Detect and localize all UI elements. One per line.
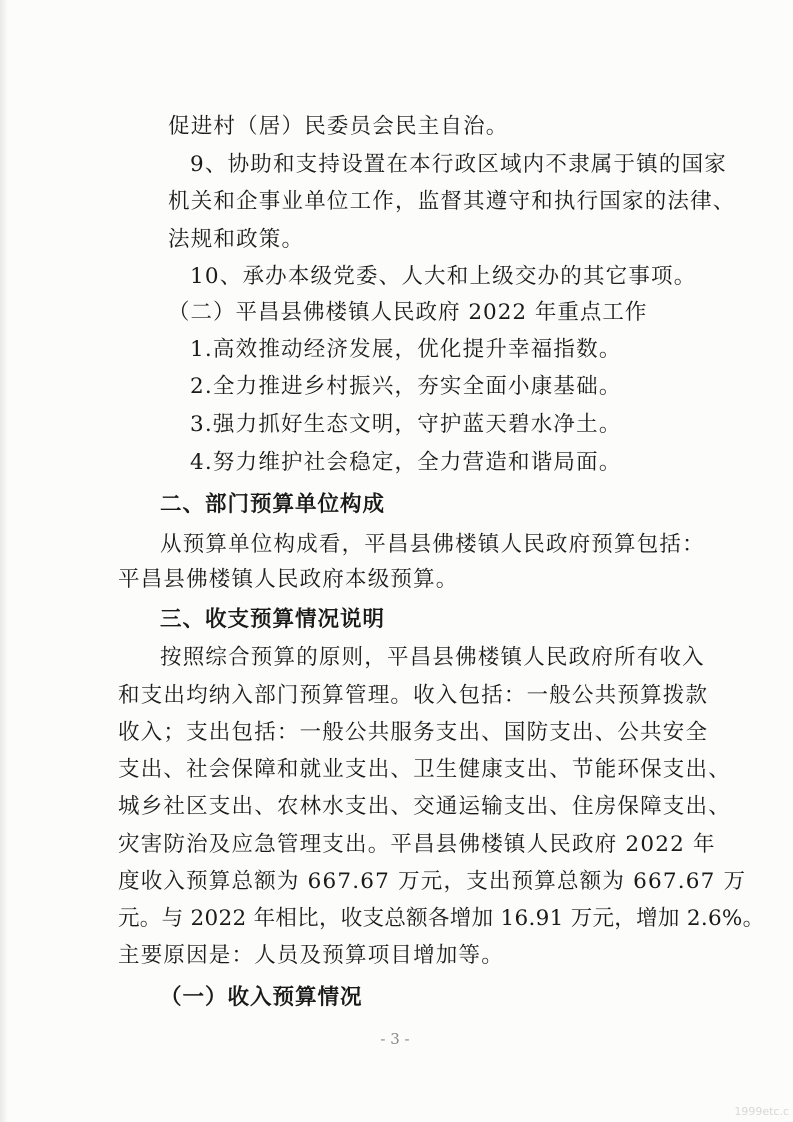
paragraph-line: 元。与 2022 年相比，收支总额各增加 16.91 万元，增加 2.6%。 <box>118 906 765 931</box>
paragraph-line: 和支出均纳入部门预算管理。收入包括：一般公共预算拨款 <box>118 683 709 708</box>
paragraph-line: 平昌县佛楼镇人民政府本级预算。 <box>118 567 459 592</box>
section-heading: 三、收支预算情况说明 <box>160 607 386 632</box>
list-item: 4.努力维护社会稳定，全力营造和谐局面。 <box>190 450 622 475</box>
paragraph-line: 按照综合预算的原则，平昌县佛楼镇人民政府所有收入 <box>160 645 705 670</box>
subsection-heading: （二）平昌县佛楼镇人民政府 2022 年重点工作 <box>168 300 648 325</box>
scan-edge-shadow <box>0 0 8 1122</box>
paragraph-line: 机关和企事业单位工作，监督其遵守和执行国家的法律、 <box>168 189 736 214</box>
paragraph-line: 支出、社会保障和就业支出、卫生健康支出、节能环保支出、 <box>118 757 731 782</box>
list-item: 3.强力抓好生态文明，守护蓝天碧水净土。 <box>190 412 622 437</box>
paragraph-line: 促进村（居）民委员会民主自治。 <box>168 114 509 139</box>
list-item: 2.全力推进乡村振兴，夯实全面小康基础。 <box>190 374 622 399</box>
paragraph-line: 10、承办本级党委、人大和上级交办的其它事项。 <box>190 264 697 289</box>
paragraph-line: 法规和政策。 <box>168 227 305 252</box>
watermark: 1999etc.c <box>734 1105 789 1118</box>
paragraph-line: 收入；支出包括：一般公共服务支出、国防支出、公共安全 <box>118 720 709 745</box>
list-item: 1.高效推动经济发展，优化提升幸福指数。 <box>190 337 622 362</box>
paragraph-line: 9、协助和支持设置在本行政区域内不隶属于镇的国家 <box>190 152 727 177</box>
paragraph-line: 灾害防治及应急管理支出。平昌县佛楼镇人民政府 2022 年 <box>118 832 716 857</box>
paragraph-line: 城乡社区支出、农林水支出、交通运输支出、住房保障支出、 <box>118 794 731 819</box>
paragraph-line: 主要原因是：人员及预算项目增加等。 <box>118 943 504 968</box>
section-heading: 二、部门预算单位构成 <box>160 492 386 517</box>
paragraph-line: 从预算单位构成看，平昌县佛楼镇人民政府预算包括： <box>160 532 705 557</box>
paragraph-line: 度收入预算总额为 667.67 万元，支出预算总额为 667.67 万 <box>118 869 747 894</box>
subsection-heading: （一）收入预算情况 <box>160 985 363 1010</box>
page-number: - 3 - <box>380 1030 410 1048</box>
